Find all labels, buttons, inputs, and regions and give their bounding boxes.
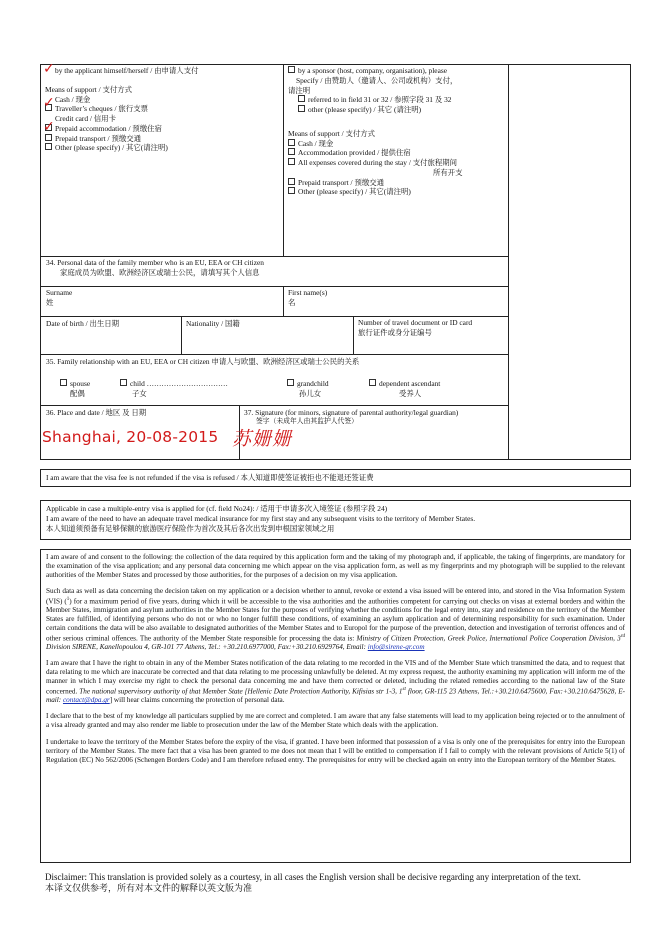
grandchild-label: grandchild: [297, 379, 329, 388]
spouse-option[interactable]: [60, 379, 90, 399]
surname-field[interactable]: [46, 288, 276, 308]
credit-card-label: Credit card / 信用卡: [55, 114, 116, 124]
first-names-label-cn: 名: [288, 297, 296, 307]
checkbox[interactable]: [298, 105, 305, 112]
travellers-cheques-label: Traveller’s cheques / 旅行支票: [55, 104, 148, 114]
divider: [40, 354, 508, 355]
multi-entry-line2: I am aware of the need to have an adequate travel medical insurance for my first stay and any subsequent visits to the territory of Member States.: [46, 513, 476, 523]
other-label: Other (please specify) / 其它(请注明): [55, 143, 168, 153]
prepaid-transport-label: Prepaid transport / 预缴交通: [55, 133, 142, 143]
first-names-label: First name(s): [288, 288, 328, 297]
checkbox[interactable]: [288, 139, 295, 146]
travel-doc-label: Number of travel document or ID card: [358, 318, 473, 327]
divider: [181, 316, 182, 354]
checkbox[interactable]: [120, 379, 127, 386]
place-date-value[interactable]: Shanghai, 20-08-2015: [42, 428, 219, 446]
means-of-support-label: Means of support / 支付方式: [45, 84, 133, 94]
other-option[interactable]: [45, 143, 280, 153]
surname-label: Surname: [46, 288, 73, 297]
spouse-label: spouse: [70, 379, 91, 388]
applicant-option[interactable]: [45, 66, 280, 76]
dob-label: Date of birth / 出生日期: [46, 319, 120, 328]
consent-paragraph-4: I declare that to the best of my knowledge all particulars supplied by me are correct and completed. I am aware that any false statements will lead to my application being rejected or to the annulment of a visa already granted and may also render me liable to prosecution under the law of the Member State which deals with the application.: [46, 712, 625, 730]
travel-doc-label-cn: 旅行证件或身分证编号: [358, 327, 432, 337]
divider: [40, 286, 508, 287]
sponsor-means-label: Means of support / 支付方式: [288, 128, 376, 138]
field-34-title-cn: 家庭成员为欧盟、欧洲经济区或瑞士公民，请填写其个人信息: [60, 267, 260, 277]
child-label-cn: 子女: [132, 388, 147, 398]
supervisory-text2: floor, GR-115 23 Athens, Tel.:+30.210.6475600, Fax:+30.210.6475628, E-mail:: [46, 687, 625, 705]
sponsor-label: by a sponsor (host, company, organisation), please: [298, 66, 448, 75]
surname-label-cn: 姓: [46, 297, 54, 307]
consent-p3-text: I am aware that I have the right to obtain in any of the Member States notification of the data relating to me recorded in the VIS and of the Member State which transmitted the data, and to request that data relating to me which are inaccurate be corrected and that data relating to me processing unlawfully be deleted. At my express request, the authority examining my application will inform me of the manner in which I may exercise my right to check the personal data concerning me and have them corrected or deleted, including the related remedies according to the national law of the State concerned.: [46, 659, 625, 695]
checkbox[interactable]: [45, 143, 52, 150]
checkbox[interactable]: [298, 95, 305, 102]
travellers-cheques-option[interactable]: [45, 104, 280, 114]
checkbox[interactable]: [288, 148, 295, 155]
signature[interactable]: 苏姗姗: [232, 428, 293, 450]
field-34: [46, 258, 501, 278]
travel-doc-field[interactable]: [358, 318, 506, 338]
disclaimer: [45, 872, 635, 895]
consent-p2-text2: ) for a maximum period of five years, during which it will be accessible to the visa authorities and the authorities competent for carrying out checks on visas at external borders and within the Member States, immigration and asylum authorities in the Member States for the purposes of verifying whether the conditions for the legal entry into, stay and residence on the territory of the Member States are fulfilled, of identifying persons who do not or who no longer fulfill these conditions, of examining an asylum application and of determining responsibility for such examination. Under certain conditions the data will be also available to designated authorities of the Member States and to Europol for the purpose of the prevention, detection and investigation of terrorist offences and of other serious criminal offences. The authority of the Member State responsible for processing the data is:: [46, 596, 625, 642]
sponsor-cash-label: Cash / 现金: [298, 138, 334, 148]
checkbox[interactable]: [60, 379, 67, 386]
prepaid-accommodation-option[interactable]: [45, 124, 280, 134]
means-applicant-section: [45, 66, 280, 153]
sponsor-cash-option[interactable]: [288, 139, 506, 149]
child-option[interactable]: [120, 379, 228, 399]
divider: [283, 64, 284, 256]
sponsor-specify: Specify / 由赞助人（邀请人、公司或机构）支付，: [296, 75, 458, 85]
multi-entry-box: [40, 500, 631, 540]
checkbox[interactable]: [288, 66, 295, 73]
field-37-label: 37. Signature (for minors, signature of parental authority/legal guardian): [244, 408, 459, 417]
sponsor-prepaid-transport-option[interactable]: [288, 178, 506, 188]
fee-notice-box: [40, 469, 631, 487]
divider: [40, 405, 508, 406]
sponsor-accommodation-label: Accommodation provided / 提供住宿: [298, 148, 411, 158]
first-names-field[interactable]: [288, 288, 503, 308]
field-34-title: 34. Personal data of the family member who is an EU, EEA or CH citizen: [46, 258, 264, 267]
sirene-email-link[interactable]: info@sirene-gr.com: [367, 643, 425, 652]
sponsor-all-expenses-label: All expenses covered during the stay / 支付旅程期间: [298, 158, 458, 168]
multi-entry-line3: 本人知道须预备有足够保额的旅游医疗保险作为首次及其后各次出发到申根国家领域之用: [46, 523, 335, 533]
nationality-label: Nationality / 国籍: [186, 319, 240, 328]
cash-label: Cash / 现金: [55, 94, 91, 104]
sponsor-all-expenses-option[interactable]: [288, 158, 506, 168]
multi-entry-line1: Applicable in case a multiple-entry visa is applied for (cf. field No24): / 适用于申请多次入境签证 (参照字段 24): [46, 504, 388, 513]
prepaid-transport-option[interactable]: [45, 134, 280, 144]
divider: [283, 286, 284, 316]
sponsor-other2-option[interactable]: [288, 187, 506, 197]
supervisory-text: The national supervisory authority of that Member State [Hellenic Date Protection Authority, Kifisias str 1-3, 1: [79, 687, 403, 695]
consent-p3-text2: ] will hear claims concerning the protection of personal data.: [109, 696, 285, 705]
disclaimer-en: Disclaimer: This translation is provided solely as a courtesy, in all cases the English version shall be decisive regarding any interpretation of the text.: [45, 872, 581, 882]
spouse-label-cn: 配偶: [70, 388, 85, 398]
divider: [40, 256, 508, 257]
checkbox[interactable]: [288, 158, 295, 165]
consent-paragraph-2: [46, 587, 625, 652]
checkbox[interactable]: [288, 178, 295, 185]
sponsor-other2-label: Other (please specify) / 其它(请注明): [298, 187, 411, 197]
footnote-ref: 1: [66, 596, 70, 602]
dob-field[interactable]: [46, 319, 119, 329]
dpa-email-link[interactable]: contact@dpa.gr: [62, 696, 110, 705]
ordinal-suffix: rd: [620, 633, 625, 639]
grandchild-label-cn: 孙儿女: [299, 388, 322, 398]
disclaimer-cn: 本译文仅供参考，所有对本文件的解释以英文版为准: [45, 883, 253, 894]
consent-p2-text: Such data as well as data concerning the decision taken on my application or a decision whether to annul, revoke or extend a visa issued will be entered into, and stored in the Visa Information System (VIS) (: [46, 587, 625, 605]
consent-box: [40, 549, 631, 863]
authority-text2: Division SIRENE, Kanellopoulou 4, GR-101 77 Athens, Tel.: +30.210.6977000, Fax:+30.210.6929764, Email:: [46, 643, 368, 652]
field-36-label: 36. Place and date / 地区 及 日期: [46, 408, 147, 417]
sponsor-all-expenses-label-cont: 所有开支: [433, 167, 463, 177]
applicant-label: by the applicant himself/herself / 由申请人支付: [55, 66, 199, 75]
divider: [353, 316, 354, 354]
consent-paragraph-1: I am aware of and consent to the following: the collection of the data required by this application form and the taking of my photograph and, if applicable, the taking of fingerprints, are mandatory for the examination of the visa application; and any personal data concerning me which appear on the visa application form, as well as my fingerprints and my photograph will be supplied to the relevant authorities of the Member States and processed by those authorities, for the purposes of a decision on my visa application.: [46, 553, 625, 580]
grandchild-option[interactable]: [287, 379, 329, 399]
check-mark-icon: ✓: [43, 95, 55, 111]
field-37: [244, 408, 506, 427]
cash-option[interactable]: [45, 95, 280, 105]
child-label: child ……………………………: [130, 379, 228, 388]
dependent-option[interactable]: [369, 379, 440, 399]
consent-paragraph-5: I undertake to leave the territory of the Member States before the expiry of the visa, if granted. I have been informed that possession of a visa is only one of the prerequisites for entry into the European territory of the Member States. The mere fact that a visa has been granted to me does not mean that I will be entitled to compensation if I fail to comply with the relevant provisions of Article 5(1) of Regulation (EC) No 562/2006 (Schengen Borders Code) and I am therefore refused entry. The prerequisites for entry will be checked again on entry into the European territory of the Member States.: [46, 737, 625, 764]
ordinal-suffix: st: [402, 686, 406, 692]
consent-paragraph-3: [46, 659, 625, 705]
fee-notice: I am aware that the visa fee is not refunded if the visa is refused / 本人知道即使签证被拒也不能退还签证费: [46, 473, 374, 482]
sponsor-referred-label: referred to in field 31 or 32 / 参照字段 31 及 32: [308, 95, 452, 105]
divider: [40, 316, 508, 317]
field-35-title: 35. Family relationship with an EU, EEA or CH citizen 申请人与欧盟、欧洲经济区或瑞士公民的关系: [46, 357, 360, 366]
credit-card-option[interactable]: [45, 114, 280, 124]
means-sponsor-section: [288, 66, 506, 197]
check-mark-icon: ✓: [43, 119, 55, 135]
sponsor-prepaid-transport-label: Prepaid transport / 预缴交通: [298, 177, 385, 187]
dependent-label-cn: 受养人: [399, 388, 422, 398]
checkbox[interactable]: [369, 379, 376, 386]
checkbox[interactable]: [287, 379, 294, 386]
nationality-field[interactable]: [186, 319, 240, 329]
dependent-label: dependent ascendant: [379, 379, 441, 388]
check-mark-icon: ✓: [43, 61, 55, 77]
sponsor-option[interactable]: [288, 66, 506, 76]
sponsor-accommodation-option[interactable]: [288, 148, 506, 158]
divider: [508, 64, 509, 460]
sponsor-specify-cn: 请注明: [288, 85, 311, 95]
prepaid-accommodation-label: Prepaid accommodation / 预缴住宿: [55, 123, 162, 133]
sponsor-other-label: other (please specify) / 其它 (请注明): [308, 105, 422, 115]
field-37-label-cn: 签字（未成年人由其监护人代签）: [256, 417, 358, 425]
authority-text: Ministry of Citizen Protection, Greek Police, International Police Cooperation Division, 3: [356, 633, 621, 642]
checkbox[interactable]: [288, 187, 295, 194]
sponsor-referred-option[interactable]: [288, 95, 506, 105]
sponsor-other-option[interactable]: [288, 105, 506, 115]
